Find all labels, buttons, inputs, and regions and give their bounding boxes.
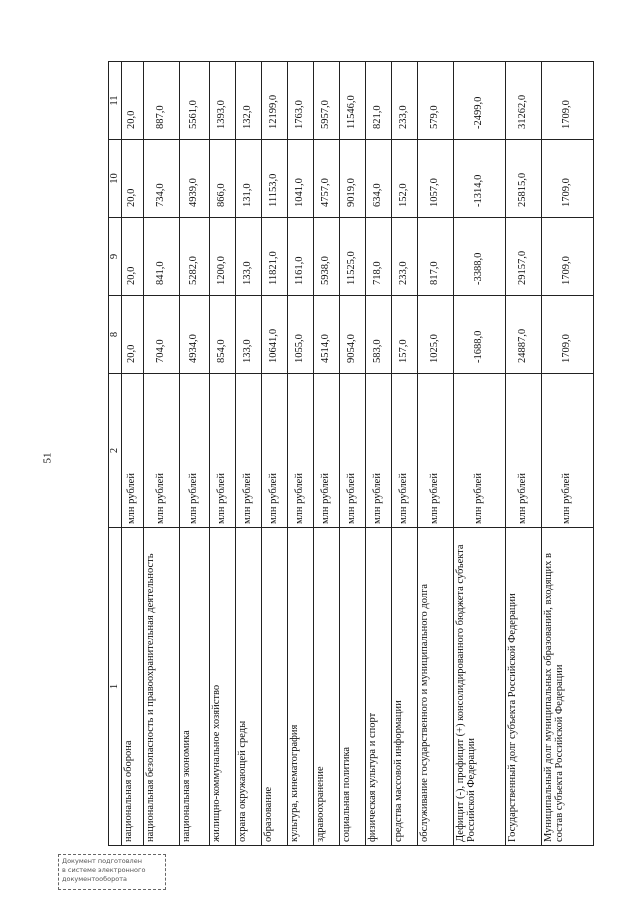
value-cell: -1314,0 [453, 140, 505, 218]
value-cell: 4757,0 [313, 140, 339, 218]
table-row [339, 62, 365, 846]
value-cell: -3388,0 [453, 218, 505, 296]
table-row [453, 62, 505, 846]
row-unit: млн рублей [121, 374, 143, 528]
value-cell: 4514,0 [313, 296, 339, 374]
value-cell: 583,0 [365, 296, 391, 374]
value-cell: 152,0 [391, 140, 417, 218]
value-cell: 157,0 [391, 296, 417, 374]
value-cell: 20,0 [121, 62, 143, 140]
value-cell: 1057,0 [417, 140, 453, 218]
value-cell: 11821,0 [261, 218, 287, 296]
value-cell: 20,0 [121, 296, 143, 374]
value-cell: 31262,0 [505, 62, 541, 140]
column-header: 9 [109, 218, 122, 296]
row-label: Муниципальный долг муниципальных образований, входящих в состав субъекта Российской Федерации [541, 528, 593, 846]
document-stamp [58, 854, 166, 890]
value-cell: -2499,0 [453, 62, 505, 140]
value-cell: 5938,0 [313, 218, 339, 296]
value-cell: 131,0 [235, 140, 261, 218]
value-cell: 1041,0 [287, 140, 313, 218]
value-cell: 704,0 [143, 296, 179, 374]
row-unit: млн рублей [391, 374, 417, 528]
row-label: Дефицит (-), профицит (+) консолидированного бюджета субъекта Российской Федерации [453, 528, 505, 846]
row-label: жилищно-коммунальное хозяйство [209, 528, 235, 846]
value-cell: 5282,0 [179, 218, 209, 296]
value-cell: 854,0 [209, 296, 235, 374]
stamp-line: Документ подготовлен [62, 857, 142, 865]
row-unit: млн рублей [505, 374, 541, 528]
value-cell: 133,0 [235, 218, 261, 296]
page-number: 51 [41, 452, 54, 464]
row-unit: млн рублей [453, 374, 505, 528]
column-header: 11 [109, 62, 122, 140]
table-row [261, 62, 287, 846]
table-row [121, 62, 143, 846]
row-label: охрана окружающей среды [235, 528, 261, 846]
row-unit: млн рублей [179, 374, 209, 528]
table-row [235, 62, 261, 846]
row-label: социальная политика [339, 528, 365, 846]
value-cell: 718,0 [365, 218, 391, 296]
value-cell: 1709,0 [541, 140, 593, 218]
stamp-line: документооборота [62, 875, 127, 883]
value-cell: 5561,0 [179, 62, 209, 140]
value-cell: 1763,0 [287, 62, 313, 140]
value-cell: 24887,0 [505, 296, 541, 374]
table-row [417, 62, 453, 846]
column-header: 2 [109, 374, 122, 528]
value-cell: 233,0 [391, 62, 417, 140]
row-unit: млн рублей [235, 374, 261, 528]
value-cell: 10641,0 [261, 296, 287, 374]
row-unit: млн рублей [287, 374, 313, 528]
value-cell: 1393,0 [209, 62, 235, 140]
value-cell: 233,0 [391, 218, 417, 296]
value-cell: 579,0 [417, 62, 453, 140]
value-cell: 1161,0 [287, 218, 313, 296]
value-cell: 9054,0 [339, 296, 365, 374]
value-cell: 734,0 [143, 140, 179, 218]
value-cell: 866,0 [209, 140, 235, 218]
value-cell: 1025,0 [417, 296, 453, 374]
row-unit: млн рублей [143, 374, 179, 528]
table-row [313, 62, 339, 846]
value-cell: 11546,0 [339, 62, 365, 140]
table-row [365, 62, 391, 846]
row-label: здравоохранение [313, 528, 339, 846]
rotated-page-content [108, 62, 590, 846]
value-cell: 25815,0 [505, 140, 541, 218]
row-unit: млн рублей [365, 374, 391, 528]
value-cell: 821,0 [365, 62, 391, 140]
row-unit: млн рублей [261, 374, 287, 528]
row-unit: млн рублей [417, 374, 453, 528]
row-label: средства массовой информации [391, 528, 417, 846]
value-cell: 1709,0 [541, 296, 593, 374]
value-cell: 4934,0 [179, 296, 209, 374]
table-row [287, 62, 313, 846]
row-label: национальная экономика [179, 528, 209, 846]
row-unit: млн рублей [313, 374, 339, 528]
value-cell: 5957,0 [313, 62, 339, 140]
budget-table [108, 61, 594, 846]
value-cell: 29157,0 [505, 218, 541, 296]
row-label: национальная оборона [121, 528, 143, 846]
table-row [391, 62, 417, 846]
column-header: 10 [109, 140, 122, 218]
value-cell: 4939,0 [179, 140, 209, 218]
table-row [209, 62, 235, 846]
value-cell: 11153,0 [261, 140, 287, 218]
row-unit: млн рублей [339, 374, 365, 528]
value-cell: 1200,0 [209, 218, 235, 296]
row-label: культура, кинематография [287, 528, 313, 846]
value-cell: 20,0 [121, 140, 143, 218]
value-cell: 12199,0 [261, 62, 287, 140]
value-cell: 132,0 [235, 62, 261, 140]
row-unit: млн рублей [209, 374, 235, 528]
value-cell: -1688,0 [453, 296, 505, 374]
value-cell: 11525,0 [339, 218, 365, 296]
value-cell: 634,0 [365, 140, 391, 218]
row-label: физическая культура и спорт [365, 528, 391, 846]
value-cell: 1055,0 [287, 296, 313, 374]
table-row [505, 62, 541, 846]
row-label: национальная безопасность и правоохранительная деятельность [143, 528, 179, 846]
value-cell: 9019,0 [339, 140, 365, 218]
table-row [179, 62, 209, 846]
row-label: образование [261, 528, 287, 846]
row-unit: млн рублей [541, 374, 593, 528]
value-cell: 1709,0 [541, 62, 593, 140]
stamp-line: в системе электронного [62, 866, 146, 874]
table-row [143, 62, 179, 846]
value-cell: 841,0 [143, 218, 179, 296]
table-header-row [109, 62, 122, 846]
column-header: 1 [109, 528, 122, 846]
value-cell: 887,0 [143, 62, 179, 140]
row-label: обслуживание государственного и муниципального долга [417, 528, 453, 846]
value-cell: 20,0 [121, 218, 143, 296]
row-label: Государственный долг субъекта Российской Федерации [505, 528, 541, 846]
value-cell: 817,0 [417, 218, 453, 296]
column-header: 8 [109, 296, 122, 374]
table-row [541, 62, 593, 846]
value-cell: 133,0 [235, 296, 261, 374]
value-cell: 1709,0 [541, 218, 593, 296]
